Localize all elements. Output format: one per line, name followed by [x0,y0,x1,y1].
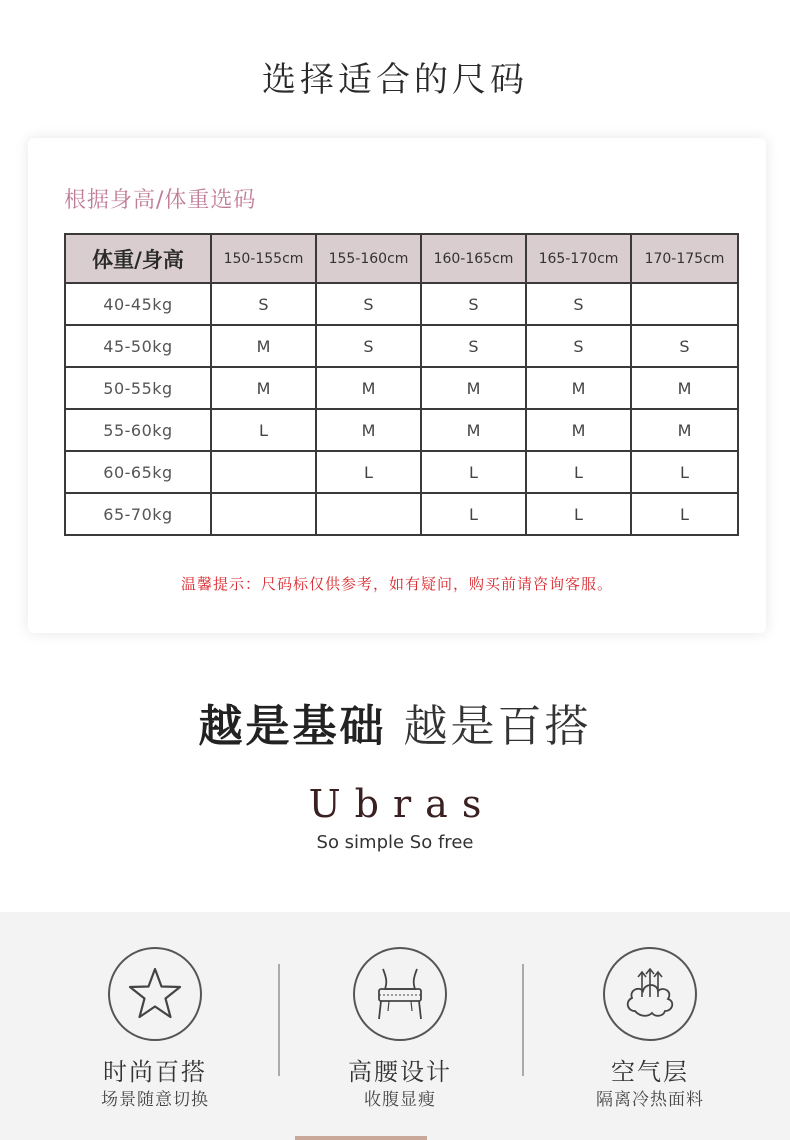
table-row [65,451,738,493]
feature-title: 空气层 [611,1058,689,1086]
brand-tagline: So simple So free [316,832,474,853]
size-cell: S [421,283,526,325]
bottom-accent-bar [295,1136,427,1140]
feature-subtitle: 隔离冷热面料 [596,1090,704,1110]
size-cell: M [421,367,526,409]
size-cell [316,493,421,535]
size-cell: L [421,451,526,493]
size-cell: L [526,493,631,535]
table-row [65,367,738,409]
slogan [0,690,790,754]
size-cell: S [316,283,421,325]
size-cell: M [211,367,316,409]
features-strip [0,912,790,1140]
weight-cell: 60-65kg [65,451,211,493]
size-cell: S [526,325,631,367]
weight-cell: 65-70kg [65,493,211,535]
size-cell [631,283,738,325]
table-row [65,409,738,451]
feature-item [280,912,520,1140]
size-cell: L [526,451,631,493]
size-cell: S [316,325,421,367]
size-cell: M [631,409,738,451]
feature-title: 高腰设计 [348,1058,452,1086]
weight-cell: 50-55kg [65,367,211,409]
size-guide-subtitle: 根据身高/体重选码 [64,188,257,213]
size-cell: M [526,409,631,451]
size-cell [211,493,316,535]
slogan-bold: 越是基础 [198,701,387,752]
size-cell: S [526,283,631,325]
size-cell: M [526,367,631,409]
size-cell: M [631,367,738,409]
size-cell: M [421,409,526,451]
size-table [64,233,739,536]
slogan-light: 越是百搭 [403,701,592,752]
column-header: 160-165cm [421,234,526,283]
column-header: 170-175cm [631,234,738,283]
page-title: 选择适合的尺码 [262,60,528,100]
size-guide-card [28,138,766,633]
table-row [65,283,738,325]
feature-title: 时尚百搭 [103,1058,207,1086]
corner-header: 体重/身高 [65,234,211,283]
size-cell: M [316,409,421,451]
table-row [65,325,738,367]
feature-subtitle: 收腹显瘦 [364,1090,436,1110]
brand-logo: Ubras [308,782,496,826]
size-cell: L [316,451,421,493]
feature-subtitle: 场景随意切换 [101,1090,209,1110]
weight-cell: 55-60kg [65,409,211,451]
column-header: 150-155cm [211,234,316,283]
table-row [65,493,738,535]
column-header: 165-170cm [526,234,631,283]
size-cell: M [316,367,421,409]
feature-divider [522,964,524,1076]
feature-item [35,912,275,1140]
size-cell: S [211,283,316,325]
weight-cell: 45-50kg [65,325,211,367]
size-cell: L [631,451,738,493]
size-disclaimer-note: 温馨提示：尺码标仅供参考，如有疑问，购买前请咨询客服。 [180,575,613,593]
breathable-cloud-icon [603,947,697,1041]
size-cell: L [211,409,316,451]
size-cell: L [421,493,526,535]
size-cell: L [631,493,738,535]
waistband-icon [353,947,447,1041]
star-icon [108,947,202,1041]
size-cell: S [421,325,526,367]
feature-item [530,912,770,1140]
size-cell: S [631,325,738,367]
table-header-row [65,234,738,283]
weight-cell: 40-45kg [65,283,211,325]
size-cell [211,451,316,493]
column-header: 155-160cm [316,234,421,283]
size-cell: M [211,325,316,367]
